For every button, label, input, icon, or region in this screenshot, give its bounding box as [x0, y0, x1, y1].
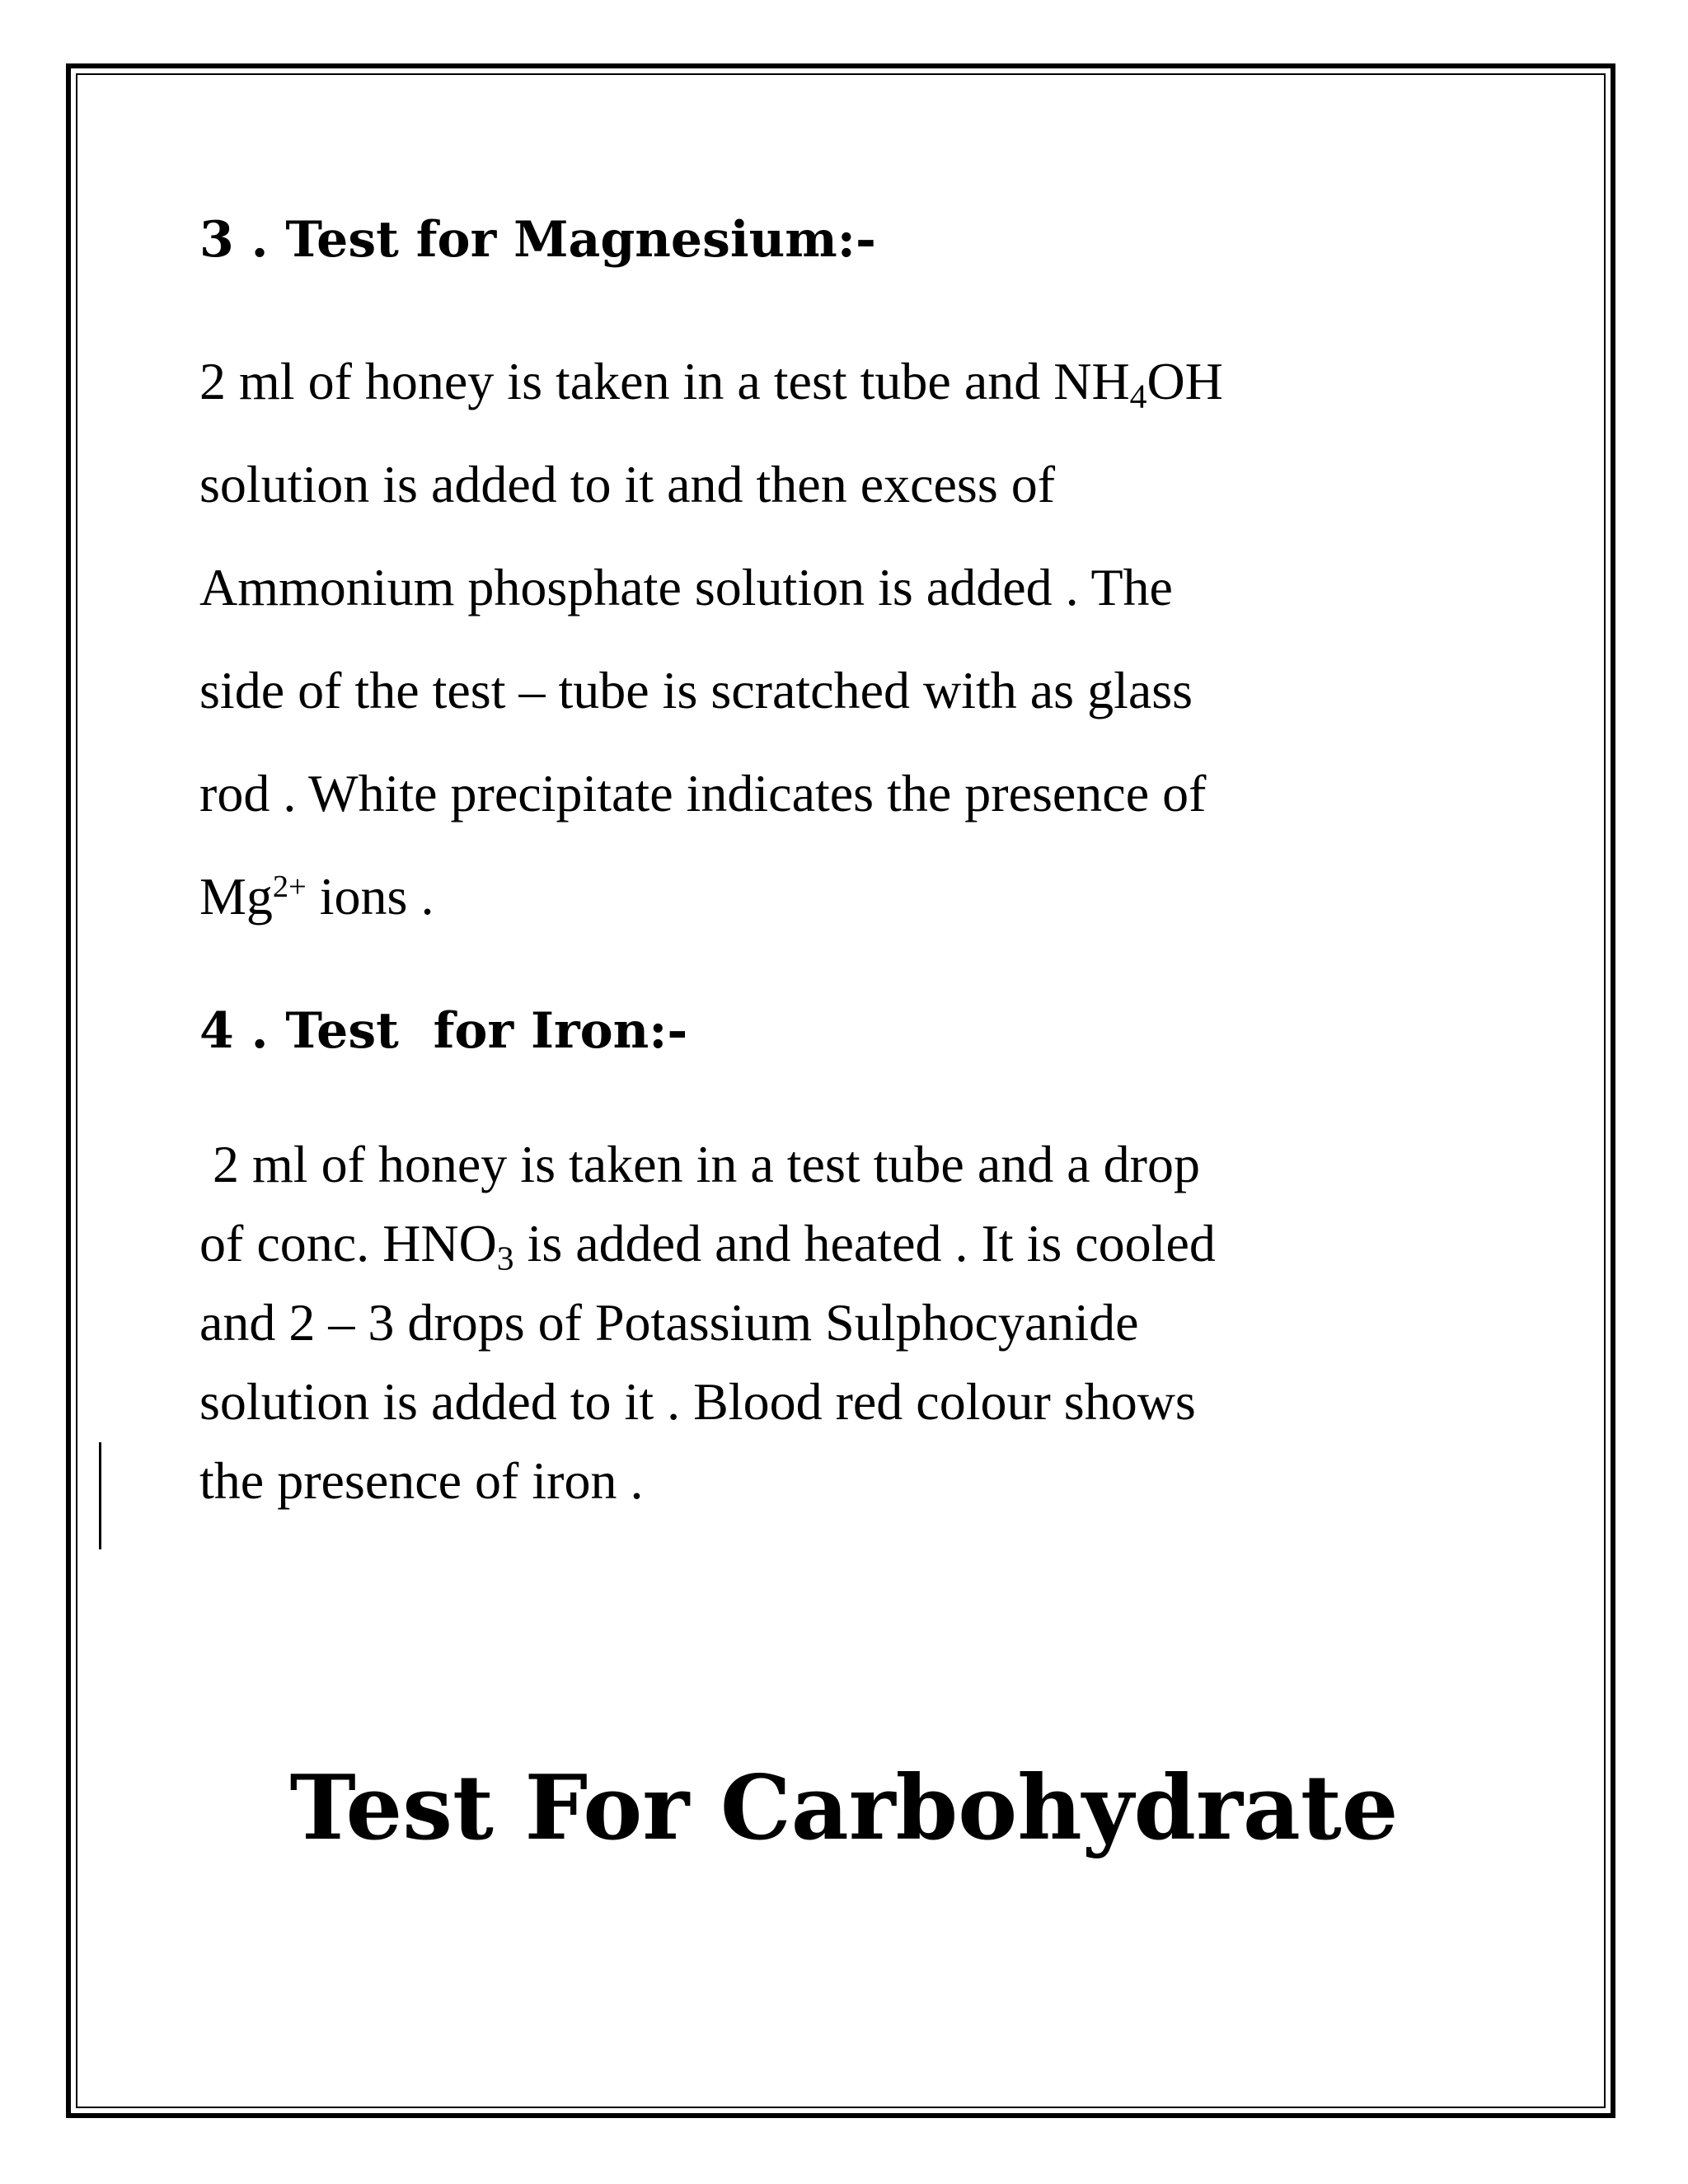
- subscript: 3: [496, 1239, 514, 1277]
- paragraph-line: [199, 1204, 1518, 1283]
- paragraph-line: solution is added to it . Blood red colour shows: [199, 1372, 1196, 1431]
- paragraph-line: solution is added to it and then excess of: [199, 455, 1056, 513]
- paragraph-line: rod . White precipitate indicates the presence of: [199, 764, 1207, 823]
- paragraph-line: [199, 845, 1518, 948]
- paragraph-line: Ammonium phosphate solution is added . The: [199, 558, 1173, 616]
- paragraph-line: the presence of iron .: [199, 1451, 644, 1510]
- line-text: is added and heated . It is cooled: [513, 1214, 1216, 1272]
- magnesium-test-paragraph: [199, 330, 1518, 948]
- subscript: 4: [1129, 377, 1147, 415]
- paragraph-line: side of the test – tube is scratched with as glass: [199, 661, 1193, 719]
- line-text: OH: [1146, 352, 1223, 410]
- paragraph-line: [199, 330, 1518, 433]
- line-text: Mg: [199, 867, 273, 926]
- superscript: 2+: [272, 869, 307, 904]
- iron-test-paragraph: [199, 1125, 1518, 1521]
- margin-line-mark: [99, 1442, 101, 1549]
- paragraph-line: and 2 – 3 drops of Potassium Sulphocyanide: [199, 1293, 1139, 1352]
- line-text: ions .: [306, 867, 434, 926]
- iron-test-heading: 4 . Test for Iron:-: [199, 1002, 688, 1060]
- paragraph-line: 2 ml of honey is taken in a test tube and a drop: [199, 1135, 1200, 1193]
- line-text: of conc. HNO: [199, 1214, 497, 1272]
- line-text: 2 ml of honey is taken in a test tube and NH: [199, 352, 1130, 410]
- section-title: Test For Carbohydrate: [289, 1756, 1399, 1860]
- magnesium-test-heading: 3 . Test for Magnesium:-: [199, 211, 876, 269]
